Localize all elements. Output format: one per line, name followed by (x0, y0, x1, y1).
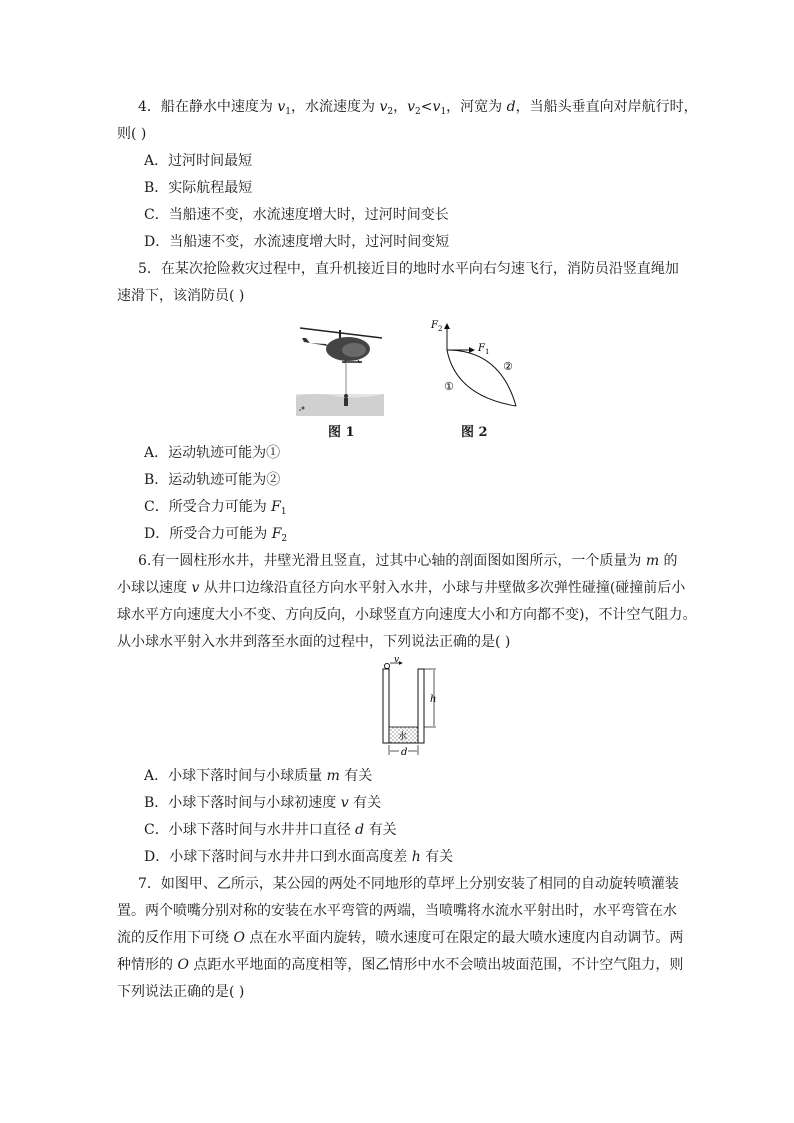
height-label: h (430, 694, 437, 705)
helicopter-photo (296, 314, 384, 416)
trajectory-diagram (428, 318, 530, 410)
fig1-caption: 图 1 (328, 425, 355, 440)
curve2-label: ② (503, 360, 513, 373)
q4-stem-line1: 4．船在静水中速度为 $v_1$，水流速度为 $v_2$，$v_2<v_1$，河宽为 d，当船头垂直向对岸航行时， (138, 99, 698, 117)
q5-stem-line1: 5．在某次抢险救灾过程中，直升机接近目的地时水平向右匀速飞行，消防员沿竖直绳加 (138, 261, 679, 277)
q6-option-b: B．小球下落时间与小球初速度 v 有关 (144, 795, 382, 811)
q5-option-a: A．运动轨迹可能为① (144, 445, 281, 461)
q6-option-c: C．小球下落时间与水井井口直径 d 有关 (144, 822, 397, 838)
q7-stem-line5: 下列说法正确的是( ) (117, 984, 245, 1000)
f1-label: $F_1$ (478, 343, 490, 356)
f2-label: $F_2$ (431, 320, 443, 333)
q4-option-d: D．当船速不变，水流速度增大时，过河时间变短 (144, 234, 450, 250)
well-diagram (370, 657, 442, 757)
q5-option-b: B．运动轨迹可能为② (144, 472, 281, 488)
velocity-label: v (394, 657, 400, 665)
water-label: 水 (398, 732, 408, 742)
q6-stem-line4: 从小球水平射入水井到落至水面的过程中，下列说法正确的是( ) (117, 634, 511, 650)
q6-stem-line2: 小球以速度 v 从井口边缘沿直径方向水平射入水井，小球与井壁做多次弹性碰撞(碰撞前后小 (117, 580, 686, 596)
q4-option-c: C．当船速不变，水流速度增大时，过河时间变长 (144, 207, 449, 223)
q6-stem-line1: 6.有一圆柱形水井，井壁光滑且竖直，过其中心轴的剖面图如图所示，一个质量为 m 的 (138, 553, 678, 569)
diameter-label: d (401, 747, 408, 757)
q7-stem-line1: 7．如图甲、乙所示，某公园的两处不同地形的草坪上分别安装了相同的自动旋转喷灌装 (138, 876, 679, 892)
q7-stem-line2: 置。两个喷嘴分别对称的安装在水平弯管的两端，当喷嘴将水流水平射出时，水平弯管在水 (117, 903, 677, 919)
q6-option-a: A．小球下落时间与小球质量 m 有关 (144, 768, 373, 784)
q5-option-d: D．所受合力可能为 $F_2$ (144, 526, 288, 544)
q5-stem-line2: 速滑下，该消防员( ) (117, 288, 245, 304)
q5-option-c: C．所受合力可能为 $F_1$ (144, 499, 287, 517)
q6-stem-line3: 球水平方向速度大小不变、方向反向，小球竖直方向速度大小和方向都不变)，不计空气阻力。 (117, 607, 697, 623)
q4-stem-line2: 则( ) (117, 126, 147, 142)
q7-stem-line3: 流的反作用下可绕 O 点在水平面内旋转，喷水速度可在限定的最大喷水速度内自动调节。两 (117, 930, 684, 946)
curve1-label: ① (444, 380, 454, 393)
q4-option-b: B．实际航程最短 (144, 180, 253, 196)
q4-option-a: A．过河时间最短 (144, 153, 253, 169)
fig2-caption: 图 2 (461, 425, 488, 440)
q6-option-d: D．小球下落时间与水井井口到水面高度差 h 有关 (144, 849, 454, 865)
q7-stem-line4: 种情形的 O 点距水平地面的高度相等，图乙情形中水不会喷出坡面范围，不计空气阻力，则 (117, 957, 684, 973)
